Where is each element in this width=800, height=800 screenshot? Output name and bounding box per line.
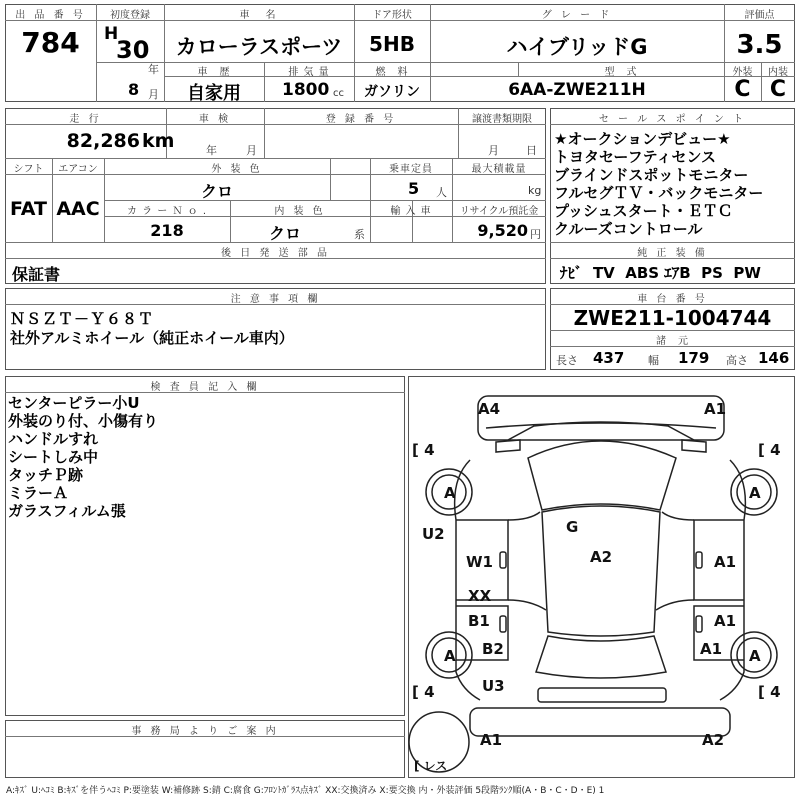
tread-front-right: [ 4 [758, 441, 781, 459]
equip-label: 純 正 装 備 [637, 248, 708, 259]
mark-U3: U3 [482, 677, 505, 695]
chassis-number: ZWE211-1004744 [573, 306, 772, 330]
name-label: 車 名 [239, 10, 279, 21]
intcolor-value: クロ [268, 224, 301, 243]
sales-point-6: クルーズコントロール [554, 220, 703, 238]
transfer-label: 譲渡書類期限 [472, 114, 532, 125]
fuel-value: ガソリン [364, 84, 420, 100]
later-parts-value: 保証書 [12, 265, 61, 284]
office-label: 事 務 局 よ り ご 案 内 [131, 726, 279, 737]
ac-label: エアコン [58, 164, 98, 175]
color-label: 外 装 色 [211, 164, 263, 175]
inspection-year-unit: 年 [206, 144, 217, 157]
reg-month: 8 [128, 80, 140, 99]
mark-U2: U2 [422, 525, 445, 543]
inspector-line-1: センターピラー小U [8, 394, 140, 412]
ac-value: AAC [56, 198, 100, 220]
inspection-label: 車 検 [198, 114, 232, 125]
width-label: 幅 [648, 354, 659, 367]
mark-A1-bottom: A1 [480, 731, 503, 749]
reg-era: H [104, 24, 119, 44]
int-label: 内装 [768, 67, 788, 78]
shift-value: FAT [10, 198, 47, 220]
lot-label: 出 品 番 号 [15, 10, 86, 21]
lot-number: 784 [21, 26, 80, 59]
sales-point-2: トヨタセーフティセンス [554, 148, 717, 166]
grade-label: グ レ ー ド [541, 10, 613, 21]
colorno-label: カ ラ ー Ｎ ｏ . [126, 206, 208, 217]
history-label: 車 歴 [197, 67, 231, 78]
mileage-value: 82,286 [66, 130, 140, 152]
score-label: 評価点 [744, 10, 775, 21]
reg-year: 30 [116, 36, 150, 64]
tread-front-left: [ 4 [412, 441, 435, 459]
import-label: 輸 入 車 [390, 206, 432, 217]
mark-B1: B1 [468, 612, 490, 630]
sales-point-3: ブラインドスポットモニター [554, 166, 749, 184]
inspector-line-3: ハンドルすれ [8, 430, 99, 448]
model-label: 型 式 [604, 67, 638, 78]
load-label: 最大積載量 [471, 164, 527, 175]
tire-label-fr: A [749, 484, 761, 502]
sales-point-5: プッシュスタート・ＥＴＣ [554, 202, 733, 220]
door-label: ドア形状 [372, 10, 412, 21]
recycle-value: 9,520 [477, 221, 528, 240]
mark-G: G [566, 518, 579, 536]
ext-label: 外装 [732, 67, 753, 78]
colorno-value: 218 [150, 221, 184, 240]
capacity-value: 5 [408, 179, 420, 198]
sales-point-label: セ ー ル ス ポ イ ン ト [598, 114, 747, 125]
fuel-label: 燃 料 [375, 67, 409, 78]
int-grade: C [769, 77, 787, 102]
later-parts-label: 後 日 発 送 部 品 [221, 248, 330, 259]
mark-B2: B2 [482, 640, 504, 658]
history-value: 自家用 [187, 83, 241, 104]
notes-label: 注 意 事 項 欄 [230, 294, 321, 305]
inspector-label: 検 査 員 記 入 欄 [150, 382, 260, 393]
load-unit: kg [528, 184, 542, 197]
height-value: 146 [758, 349, 790, 367]
length-label: 長さ [556, 354, 578, 367]
intcolor-label: 内 装 色 [274, 206, 326, 217]
model-value: 6AA-ZWE211H [508, 80, 646, 100]
mark-A1-r2: A1 [714, 612, 737, 630]
damage-legend: A:ｷｽﾞ U:ﾍｺﾐ B:ｷｽﾞを伴うﾍｺﾐ P:要塗装 W:補修跡 S:錆 C:腐食 G:ﾌﾛﾝﾄｶﾞﾗｽ点ｷｽﾞ XX:交換済み X:要交換 内・外装評価 5段階ﾗﾝｸ順(A・B・C・D・E) 1 [6, 786, 605, 796]
inspector-line-2: 外装のり付、小傷有り [8, 412, 159, 430]
mark-XX: XX [468, 587, 492, 605]
sales-point-4: フルセグＴＶ・バックモニター [554, 184, 764, 202]
score-value: 3.5 [736, 30, 783, 60]
shift-label: シフト [13, 164, 44, 175]
mark-A1-top: A1 [704, 400, 727, 418]
inspection-month-unit: 月 [246, 144, 257, 157]
sales-point-1: ★オークションデビュー★ [554, 130, 731, 148]
disp-unit: cc [333, 88, 344, 99]
disp-label: 排 気 量 [288, 67, 330, 78]
tire-label-rr: A [749, 647, 761, 665]
recycle-label: リサイクル預託金 [459, 206, 539, 217]
height-label: 高さ [726, 354, 748, 367]
tread-rear-left: [ 4 [412, 683, 435, 701]
tread-rear-right: [ 4 [758, 683, 781, 701]
dims-label: 諸 元 [656, 336, 689, 347]
tire-label-rl: A [444, 647, 456, 665]
equip-value: ﾅﾋﾞ TV ABS ｴｱB PS PW [560, 264, 761, 282]
mark-W1: W1 [466, 553, 493, 571]
mileage-unit: km [142, 130, 175, 152]
inspector-line-4: シートしみ中 [8, 448, 99, 466]
reg-year-unit: 年 [148, 63, 159, 76]
plate-label: 登 録 番 号 [325, 114, 397, 125]
inspector-line-6: ミラーＡ [8, 484, 69, 502]
tire-label-fl: A [444, 484, 456, 502]
capacity-unit: 人 [436, 186, 447, 199]
recycle-unit: 円 [530, 228, 541, 241]
reg-month-unit: 月 [148, 88, 159, 101]
transfer-month: 月 [488, 144, 499, 157]
ext-grade: C [734, 77, 751, 102]
mark-A1-r3: A1 [700, 640, 723, 658]
mileage-label: 走 行 [69, 114, 102, 125]
inspector-line-5: タッチＰ跡 [8, 466, 84, 484]
mark-A1-r1: A1 [714, 553, 737, 571]
intcolor-unit: 系 [354, 228, 365, 241]
length-value: 437 [593, 349, 625, 367]
grade-value: ハイブリッドG [506, 35, 648, 59]
inspector-line-7: ガラスフィルム張 [8, 502, 126, 520]
disp-value: 1800 [282, 80, 330, 100]
width-value: 179 [678, 349, 710, 367]
mark-A2-roof: A2 [590, 548, 613, 566]
door-type: 5HB [369, 32, 415, 56]
car-name: カローラスポーツ [175, 35, 343, 59]
mark-A2-bottom: A2 [702, 731, 725, 749]
notes-line-2: 社外アルミホイール（純正ホイール車内） [10, 329, 294, 347]
capacity-label: 乗車定員 [389, 164, 433, 175]
color-value: クロ [200, 182, 233, 201]
mark-A4: A4 [478, 400, 501, 418]
transfer-day: 日 [526, 144, 537, 157]
chassis-label: 車 台 番 号 [637, 294, 708, 305]
spare-label: [ レス [414, 759, 448, 773]
notes-line-1: ＮＳＺＴ－Ｙ６８Ｔ [10, 310, 155, 328]
reg-label: 初度登録 [110, 10, 150, 21]
